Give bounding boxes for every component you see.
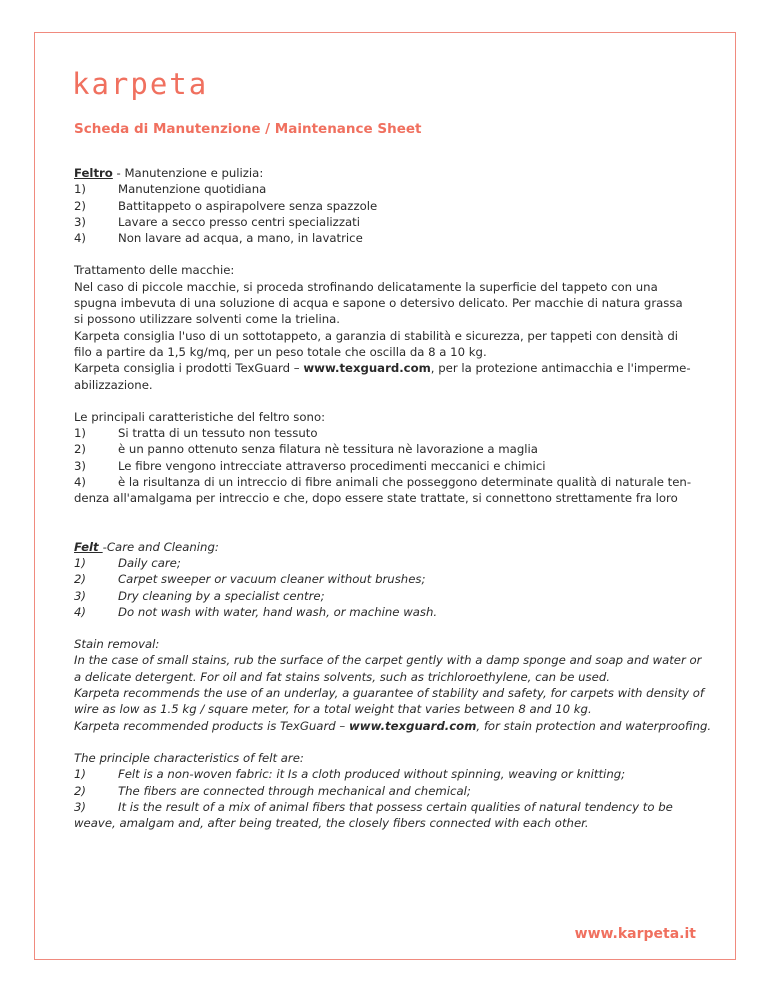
paragraph-line: In the case of small stains, rub the surface of the carpet gently with a damp sponge and soap and water or — [74, 653, 702, 668]
en-characteristics-heading: The principle characteristics of felt are: — [74, 750, 304, 765]
list-item: 4) Do not wash with water, hand wash, or machine wash. — [74, 604, 438, 619]
brand-logo: karpeta — [72, 67, 209, 101]
website-link[interactable]: www.karpeta.it — [574, 926, 696, 942]
paragraph-line: spugna imbevuta di una soluzione di acqua e sapone o detersivo delicato. Per macchie di natura grassa — [74, 296, 683, 311]
list-item: 3) Le fibre vengono intrecciate attraverso procedimenti meccanici e chimici — [74, 458, 546, 473]
list-item: 2) è un panno ottenuto senza filatura nè tessitura nè lavorazione a maglia — [74, 442, 538, 457]
list-item: 1) Felt is a non-woven fabric: it Is a cloth produced without spinning, weaving or knitting; — [74, 767, 626, 782]
paragraph-line: filo a partire da 1,5 kg/mq, per un peso totale che oscilla da 8 a 10 kg. — [74, 344, 487, 359]
paragraph-line: weave, amalgam and, after being treated, the closely fibers connected with each other. — [74, 816, 589, 831]
list-item: 2) Battitappeto o aspirapolvere senza spazzole — [74, 198, 378, 213]
list-item: 4) è la risultanza di un intreccio di fibre animali che posseggono determinate qualità di naturale ten- — [74, 475, 692, 490]
list-item: 1) Manutenzione quotidiana — [74, 182, 267, 197]
texguard-link[interactable]: www.texguard.com — [348, 718, 477, 733]
it-care-heading: Feltro - Manutenzione e pulizia: — [74, 166, 264, 180]
texguard-line: Karpeta consiglia i prodotti TexGuard – www.texguard.com, per la protezione antimacchia e l'imperme- — [74, 361, 691, 376]
paragraph-line: si possono utilizzare solventi come la trielina. — [74, 312, 340, 327]
list-item: 4) Non lavare ad acqua, a mano, in lavatrice — [74, 231, 363, 246]
list-item: 2) The fibers are connected through mechanical and chemical; — [74, 783, 471, 798]
paragraph-line: Karpeta recommends the use of an underlay, a guarantee of stability and safety, for carpets with density of — [74, 686, 704, 701]
texguard-line: Karpeta recommended products is TexGuard – www.texguard.com, for stain protection and waterproofing. — [74, 718, 712, 733]
texguard-link[interactable]: www.texguard.com — [303, 361, 431, 376]
document-body — [74, 165, 712, 831]
paragraph-line: Karpeta consiglia l'uso di un sottotappeto, a garanzia di stabilità e sicurezza, per tappeti con densità di — [74, 328, 679, 343]
list-item: 1) Si tratta di un tessuto non tessuto — [74, 426, 318, 441]
paragraph-line: denza all'amalgama per intreccio e che, dopo essere state trattate, si connettono strettamente fra loro — [74, 491, 678, 506]
it-characteristics-heading: Le principali caratteristiche del feltro sono: — [74, 409, 326, 424]
paragraph-line: Nel caso di piccole macchie, si proceda strofinando delicatamente la superficie del tappeto con una — [74, 279, 658, 294]
list-item: 1) Daily care; — [74, 555, 181, 570]
paragraph-line: wire as low as 1.5 kg / square meter, for a total weight that varies between 8 and 10 kg. — [74, 702, 592, 717]
page-title: Scheda di Manutenzione / Maintenance Sheet — [74, 121, 422, 137]
list-item: 3) Dry cleaning by a specialist centre; — [74, 588, 325, 603]
it-stain-heading: Trattamento delle macchie: — [74, 263, 235, 278]
paragraph-line: abilizzazione. — [74, 377, 153, 392]
en-care-heading: Felt -Care and Cleaning: — [74, 539, 219, 554]
list-item: 3) Lavare a secco presso centri specializzati — [74, 214, 360, 229]
paragraph-line: a delicate detergent. For oil and fat stains solvents, such as trichloroethylene, can be used. — [74, 669, 610, 684]
list-item: 2) Carpet sweeper or vacuum cleaner without brushes; — [74, 572, 426, 587]
list-item: 3) It is the result of a mix of animal fibers that possess certain qualities of natural tendency to be — [74, 799, 673, 814]
en-stain-heading: Stain removal: — [74, 637, 160, 652]
